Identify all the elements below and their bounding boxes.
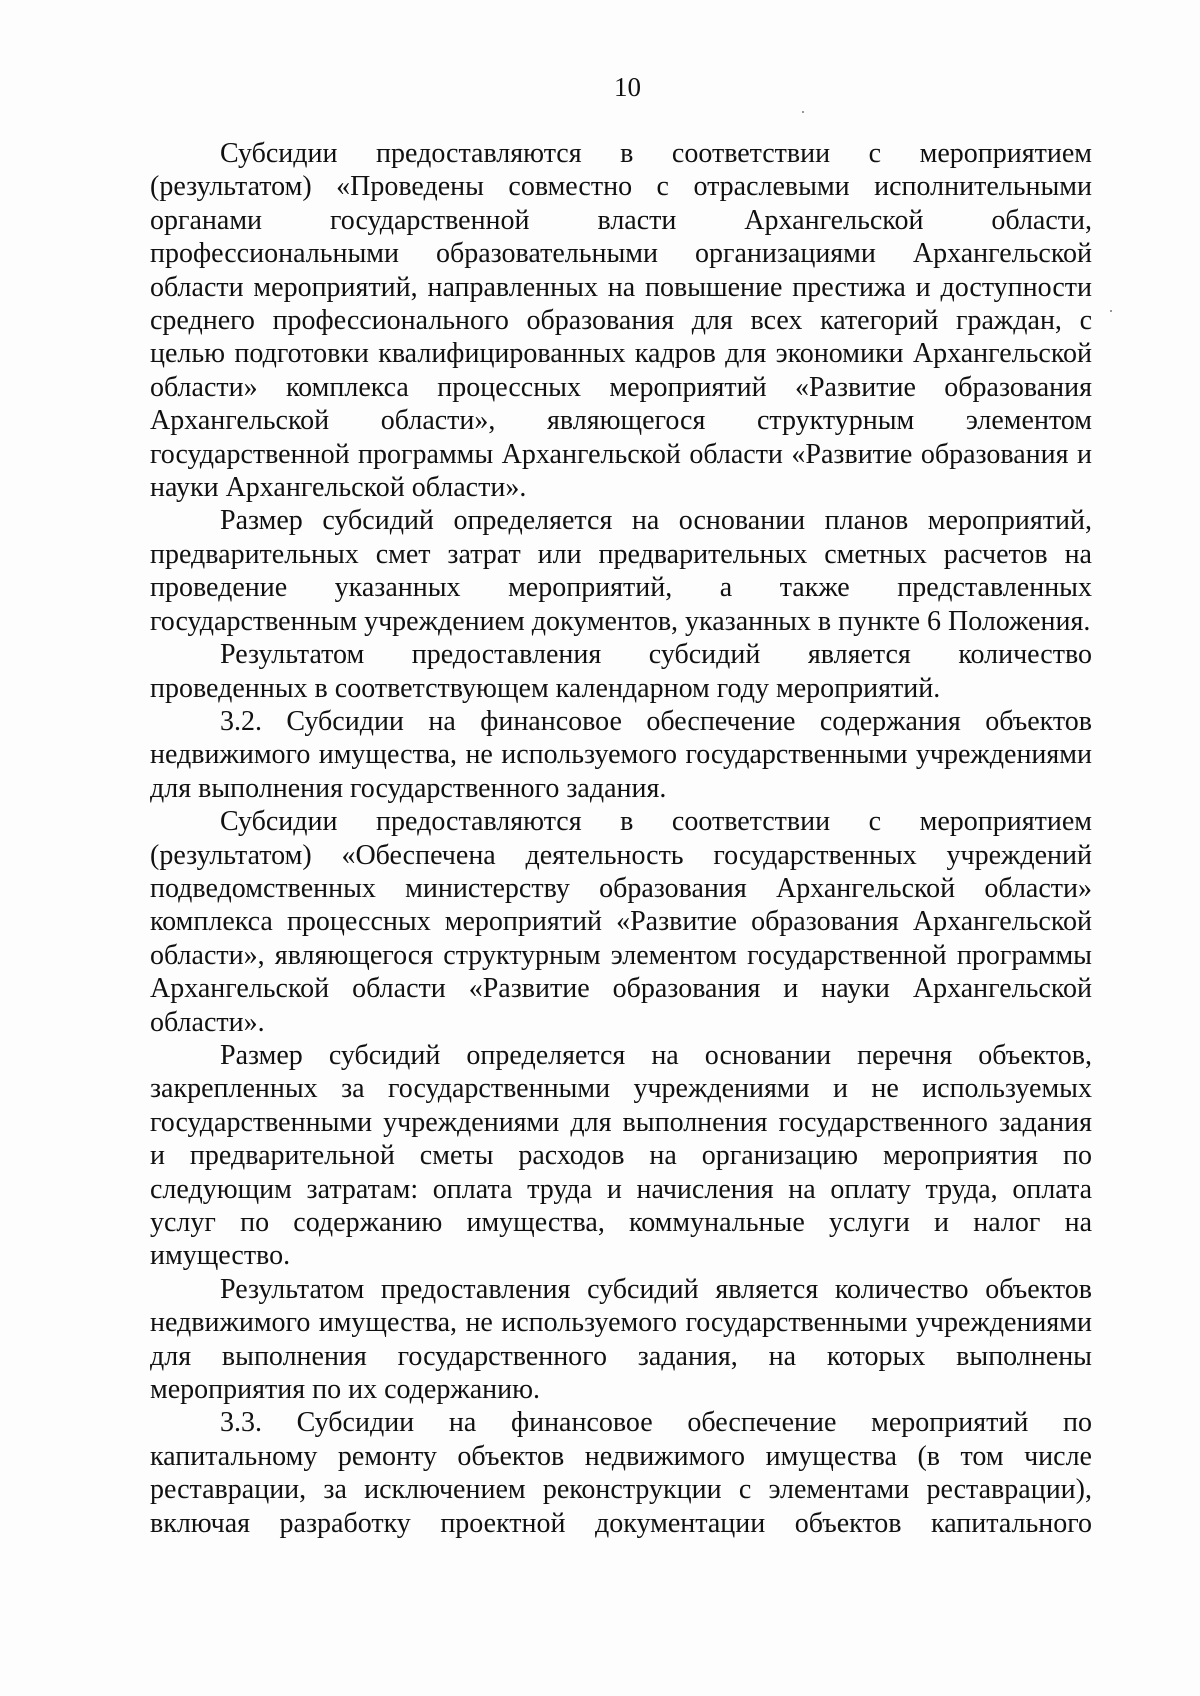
paragraph-subsidy-events-result: Результатом предоставления субсидий является количество проведенных в соответствующем календарном году мероприятий. — [150, 639, 1092, 704]
paragraph-property-subsidy-result: Результатом предоставления субсидий является количество объектов недвижимого имущества, не используемого государственными учреждениями — [150, 1273, 1092, 1339]
paragraph-property-subsidy-size: Размер субсидий определяется на основании перечня объектов, закрепленных за государственными учреждениями и не используемых государственными учреждениями для выполнения государственного задания и предварительной сметы расходов на организацию мероприятия по следующим затратам: оплата труда и начисления на оплату труда, оплата услуг по содержанию имущества, коммунальные услуги и налог на имущество. — [150, 1039, 1092, 1272]
paragraph-subsidy-events-size: Размер субсидий определяется на основании планов мероприятий, предварительных смет затрат или предварительных сметных расчетов на проведение указанных мероприятий, а также представленных государственным учреждением документов, указанных в пункте 6 Положения. — [150, 505, 1092, 637]
paragraph-property-subsidy-result-continued: для выполнения государственного задания, на которых выполнены мероприятия по их содержанию. — [150, 1340, 1092, 1406]
paragraph-subsidy-events-basis: Субсидии предоставляются в соответствии с мероприятием (результатом) «Проведены совместно с отраслевыми исполнительными органами государственной власти Архангельской области, профессиональными образовательными организациями Архангельской области мероприятий, направленных на повышение престижа и доступности среднего профессионального образования для всех категорий граждан, с целью подготовки квалифицированных кадров для экономики Архангельской области» комплекса процессных мероприятий «Развитие образования Архангельской области», являющегося структурным элементом государственной программы Архангельской области «Развитие образования и науки Архангельской области». — [150, 138, 1092, 504]
paragraph-property-subsidy-basis: Субсидии предоставляются в соответствии с мероприятием (результатом) «Обеспечена деятельность государственных учреждений подведомственных министерству образования Архангельской области» комплекса процессных мероприятий «Развитие образования Архангельской области», являющегося структурным элементом государственной программы Архангельской области «Развитие образования и науки Архангельской области». — [150, 806, 1092, 1038]
paragraph-section-3-3-heading: 3.3. Субсидии на финансовое обеспечение мероприятий по капитальному ремонту объектов недвижимого имущества (в том числе реставрации, за исключением реконструкции с элементами реставрации), включая разработку проектной документации объектов капитального — [150, 1407, 1092, 1539]
scan-speck — [802, 111, 804, 113]
document-body — [150, 137, 1092, 1540]
paragraph-section-3-2-heading: 3.2. Субсидии на финансовое обеспечение содержания объектов недвижимого имущества, не используемого государственными учреждениями для выполнения государственного задания. — [150, 705, 1092, 804]
scan-speck — [1110, 310, 1112, 312]
page-number: 10 — [614, 72, 641, 102]
